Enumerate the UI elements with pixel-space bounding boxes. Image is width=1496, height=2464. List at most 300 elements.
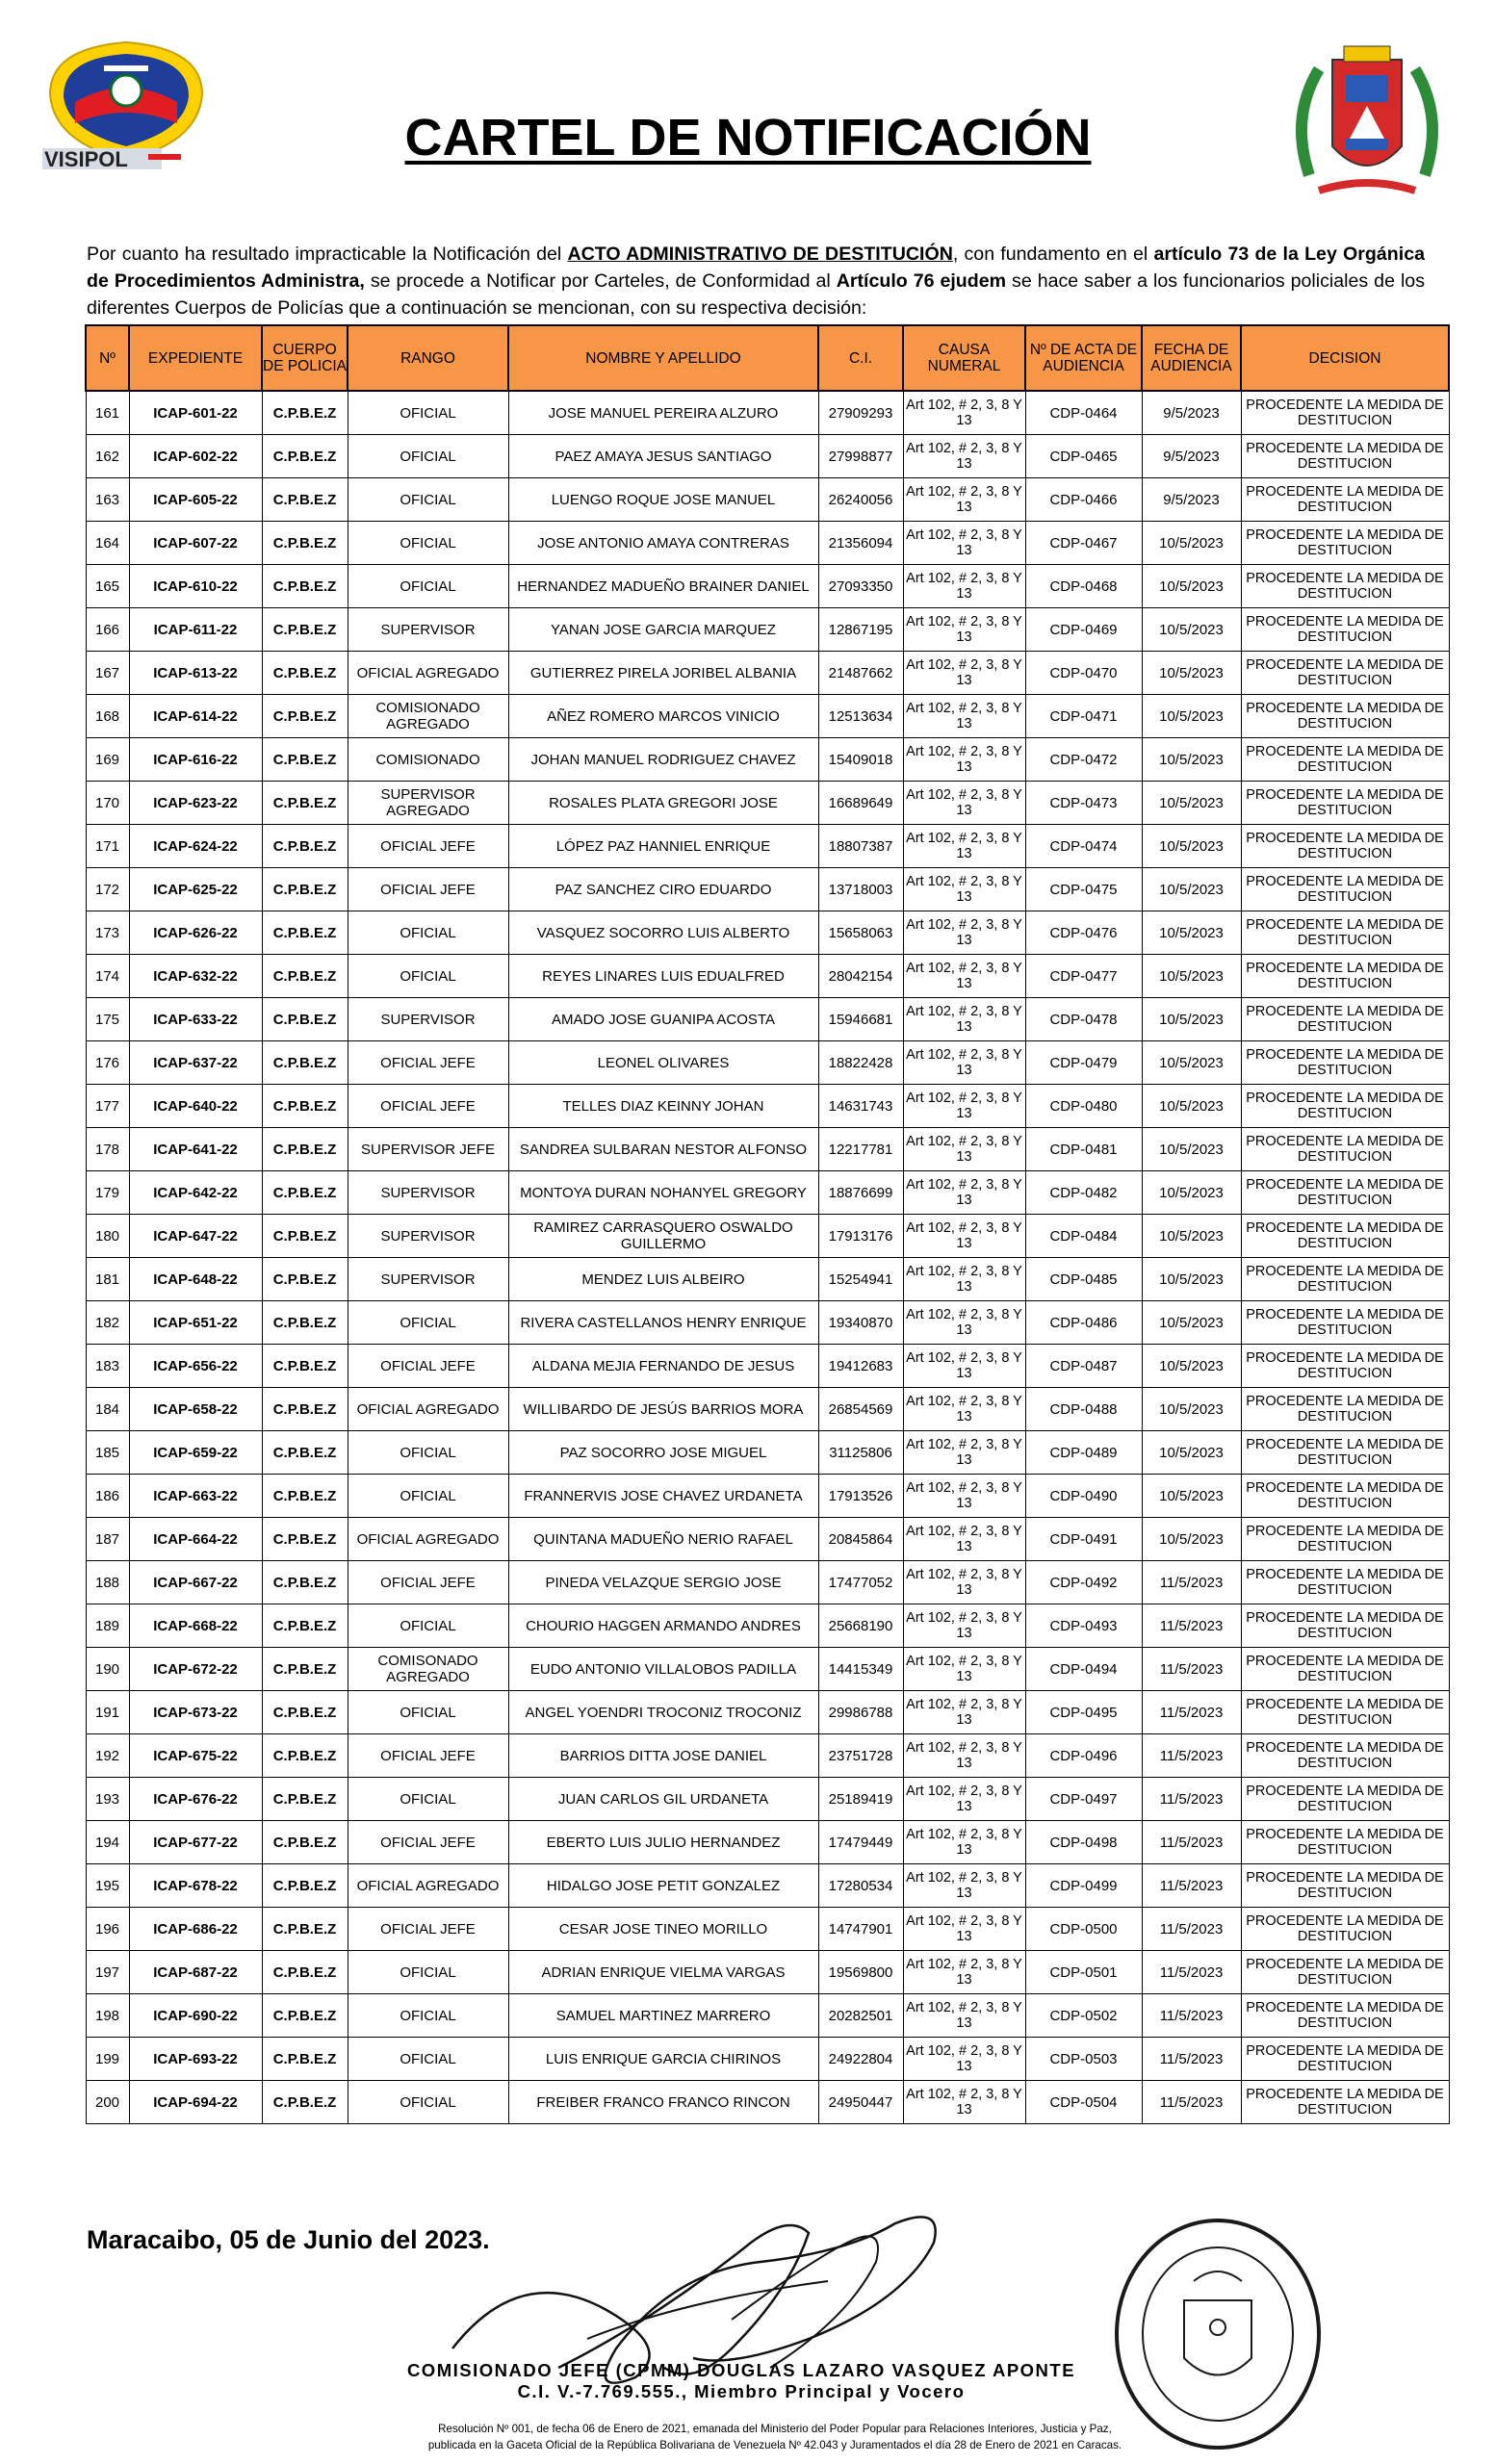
hearing-record-cell: CDP-0469: [1025, 608, 1142, 652]
table-row: [86, 1864, 1449, 1908]
table-row: [86, 1648, 1449, 1691]
hearing-date-cell: 11/5/2023: [1142, 1604, 1241, 1648]
hearing-record-cell: CDP-0493: [1025, 1604, 1142, 1648]
cause-cell: Art 102, # 2, 3, 8 Y 13: [903, 1041, 1025, 1085]
full-name-cell: AÑEZ ROMERO MARCOS VINICIO: [508, 695, 818, 738]
id-number-cell: 12513634: [818, 695, 903, 738]
id-number-cell: 24922804: [818, 2038, 903, 2081]
full-name-cell: AMADO JOSE GUANIPA ACOSTA: [508, 998, 818, 1041]
row-number-cell: 194: [86, 1821, 129, 1864]
cause-cell: Art 102, # 2, 3, 8 Y 13: [903, 998, 1025, 1041]
table-row: [86, 911, 1449, 955]
id-number-cell: 15946681: [818, 998, 903, 1041]
table-row: [86, 652, 1449, 695]
full-name-cell: VASQUEZ SOCORRO LUIS ALBERTO: [508, 911, 818, 955]
hearing-record-cell: CDP-0488: [1025, 1388, 1142, 1431]
file-number-cell: ICAP-602-22: [129, 435, 262, 478]
row-number-cell: 179: [86, 1171, 129, 1215]
police-body-cell: C.P.B.E.Z: [262, 478, 348, 522]
row-number-cell: 181: [86, 1258, 129, 1301]
cause-cell: Art 102, # 2, 3, 8 Y 13: [903, 1215, 1025, 1258]
column-header: DECISION: [1241, 325, 1449, 391]
hearing-record-cell: CDP-0472: [1025, 738, 1142, 782]
id-number-cell: 29986788: [818, 1691, 903, 1734]
id-number-cell: 26240056: [818, 478, 903, 522]
hearing-date-cell: 9/5/2023: [1142, 478, 1241, 522]
cause-cell: Art 102, # 2, 3, 8 Y 13: [903, 1475, 1025, 1518]
file-number-cell: ICAP-633-22: [129, 998, 262, 1041]
row-number-cell: 193: [86, 1778, 129, 1821]
rank-cell: OFICIAL JEFE: [348, 1561, 508, 1604]
cause-cell: Art 102, # 2, 3, 8 Y 13: [903, 391, 1025, 435]
file-number-cell: ICAP-648-22: [129, 1258, 262, 1301]
table-row: [86, 955, 1449, 998]
cause-cell: Art 102, # 2, 3, 8 Y 13: [903, 2081, 1025, 2124]
hearing-record-cell: CDP-0465: [1025, 435, 1142, 478]
decision-cell: PROCEDENTE LA MEDIDA DE DESTITUCION: [1241, 652, 1449, 695]
id-number-cell: 12867195: [818, 608, 903, 652]
file-number-cell: ICAP-637-22: [129, 1041, 262, 1085]
rank-cell: OFICIAL: [348, 1475, 508, 1518]
hearing-date-cell: 10/5/2023: [1142, 1041, 1241, 1085]
row-number-cell: 182: [86, 1301, 129, 1345]
row-number-cell: 167: [86, 652, 129, 695]
decision-cell: PROCEDENTE LA MEDIDA DE DESTITUCION: [1241, 1215, 1449, 1258]
row-number-cell: 191: [86, 1691, 129, 1734]
file-number-cell: ICAP-624-22: [129, 825, 262, 868]
table-row: [86, 1388, 1449, 1431]
decision-cell: PROCEDENTE LA MEDIDA DE DESTITUCION: [1241, 1345, 1449, 1388]
cause-cell: Art 102, # 2, 3, 8 Y 13: [903, 955, 1025, 998]
hearing-record-cell: CDP-0501: [1025, 1951, 1142, 1994]
hearing-date-cell: 10/5/2023: [1142, 782, 1241, 825]
hearing-record-cell: CDP-0494: [1025, 1648, 1142, 1691]
hearing-record-cell: CDP-0486: [1025, 1301, 1142, 1345]
row-number-cell: 170: [86, 782, 129, 825]
row-number-cell: 173: [86, 911, 129, 955]
hearing-record-cell: CDP-0496: [1025, 1734, 1142, 1778]
decision-cell: PROCEDENTE LA MEDIDA DE DESTITUCION: [1241, 825, 1449, 868]
cause-cell: Art 102, # 2, 3, 8 Y 13: [903, 478, 1025, 522]
hearing-date-cell: 10/5/2023: [1142, 1171, 1241, 1215]
police-body-cell: C.P.B.E.Z: [262, 1388, 348, 1431]
hearing-record-cell: CDP-0473: [1025, 782, 1142, 825]
file-number-cell: ICAP-658-22: [129, 1388, 262, 1431]
id-number-cell: 17913176: [818, 1215, 903, 1258]
rank-cell: OFICIAL: [348, 911, 508, 955]
full-name-cell: REYES LINARES LUIS EDUALFRED: [508, 955, 818, 998]
table-row: [86, 1171, 1449, 1215]
file-number-cell: ICAP-693-22: [129, 2038, 262, 2081]
hearing-date-cell: 11/5/2023: [1142, 1561, 1241, 1604]
hearing-date-cell: 10/5/2023: [1142, 955, 1241, 998]
full-name-cell: EUDO ANTONIO VILLALOBOS PADILLA: [508, 1648, 818, 1691]
rank-cell: OFICIAL: [348, 565, 508, 608]
file-number-cell: ICAP-601-22: [129, 391, 262, 435]
file-number-cell: ICAP-694-22: [129, 2081, 262, 2124]
file-number-cell: ICAP-672-22: [129, 1648, 262, 1691]
decision-cell: PROCEDENTE LA MEDIDA DE DESTITUCION: [1241, 391, 1449, 435]
table-row: [86, 391, 1449, 435]
row-number-cell: 161: [86, 391, 129, 435]
decision-cell: PROCEDENTE LA MEDIDA DE DESTITUCION: [1241, 1778, 1449, 1821]
full-name-cell: HERNANDEZ MADUEÑO BRAINER DANIEL: [508, 565, 818, 608]
police-body-cell: C.P.B.E.Z: [262, 391, 348, 435]
police-body-cell: C.P.B.E.Z: [262, 1561, 348, 1604]
id-number-cell: 18807387: [818, 825, 903, 868]
hearing-record-cell: CDP-0503: [1025, 2038, 1142, 2081]
hearing-record-cell: CDP-0480: [1025, 1085, 1142, 1128]
police-body-cell: C.P.B.E.Z: [262, 1778, 348, 1821]
row-number-cell: 164: [86, 522, 129, 565]
cause-cell: Art 102, # 2, 3, 8 Y 13: [903, 1994, 1025, 2038]
cause-cell: Art 102, # 2, 3, 8 Y 13: [903, 1908, 1025, 1951]
full-name-cell: LÓPEZ PAZ HANNIEL ENRIQUE: [508, 825, 818, 868]
cause-cell: Art 102, # 2, 3, 8 Y 13: [903, 1951, 1025, 1994]
full-name-cell: WILLIBARDO DE JESÚS BARRIOS MORA: [508, 1388, 818, 1431]
decision-cell: PROCEDENTE LA MEDIDA DE DESTITUCION: [1241, 1128, 1449, 1171]
id-number-cell: 21356094: [818, 522, 903, 565]
police-body-cell: C.P.B.E.Z: [262, 782, 348, 825]
decision-cell: PROCEDENTE LA MEDIDA DE DESTITUCION: [1241, 911, 1449, 955]
rank-cell: OFICIAL: [348, 1431, 508, 1475]
cause-cell: Art 102, # 2, 3, 8 Y 13: [903, 1864, 1025, 1908]
table-row: [86, 1301, 1449, 1345]
file-number-cell: ICAP-611-22: [129, 608, 262, 652]
cause-cell: Art 102, # 2, 3, 8 Y 13: [903, 825, 1025, 868]
decision-cell: PROCEDENTE LA MEDIDA DE DESTITUCION: [1241, 608, 1449, 652]
cause-cell: Art 102, # 2, 3, 8 Y 13: [903, 1388, 1025, 1431]
hearing-date-cell: 11/5/2023: [1142, 1951, 1241, 1994]
full-name-cell: ANGEL YOENDRI TROCONIZ TROCONIZ: [508, 1691, 818, 1734]
column-header: RANGO: [348, 325, 508, 391]
hearing-record-cell: CDP-0504: [1025, 2081, 1142, 2124]
hearing-record-cell: CDP-0495: [1025, 1691, 1142, 1734]
hearing-date-cell: 11/5/2023: [1142, 1908, 1241, 1951]
full-name-cell: JUAN CARLOS GIL URDANETA: [508, 1778, 818, 1821]
cause-cell: Art 102, # 2, 3, 8 Y 13: [903, 1734, 1025, 1778]
file-number-cell: ICAP-632-22: [129, 955, 262, 998]
column-header: C.I.: [818, 325, 903, 391]
id-number-cell: 12217781: [818, 1128, 903, 1171]
id-number-cell: 16689649: [818, 782, 903, 825]
police-body-cell: C.P.B.E.Z: [262, 1475, 348, 1518]
rank-cell: OFICIAL JEFE: [348, 1085, 508, 1128]
police-body-cell: C.P.B.E.Z: [262, 1041, 348, 1085]
decision-cell: PROCEDENTE LA MEDIDA DE DESTITUCION: [1241, 1171, 1449, 1215]
table-row: [86, 1561, 1449, 1604]
rank-cell: OFICIAL AGREGADO: [348, 652, 508, 695]
cause-cell: Art 102, # 2, 3, 8 Y 13: [903, 782, 1025, 825]
police-body-cell: C.P.B.E.Z: [262, 435, 348, 478]
cause-cell: Art 102, # 2, 3, 8 Y 13: [903, 522, 1025, 565]
table-row: [86, 1604, 1449, 1648]
full-name-cell: YANAN JOSE GARCIA MARQUEZ: [508, 608, 818, 652]
cause-cell: Art 102, # 2, 3, 8 Y 13: [903, 608, 1025, 652]
hearing-date-cell: 11/5/2023: [1142, 1734, 1241, 1778]
table-row: [86, 1734, 1449, 1778]
police-body-cell: C.P.B.E.Z: [262, 1864, 348, 1908]
table-header-row: [86, 325, 1449, 391]
rank-cell: SUPERVISOR: [348, 608, 508, 652]
row-number-cell: 187: [86, 1518, 129, 1561]
full-name-cell: PINEDA VELAZQUE SERGIO JOSE: [508, 1561, 818, 1604]
table-row: [86, 825, 1449, 868]
hearing-date-cell: 10/5/2023: [1142, 1431, 1241, 1475]
hearing-record-cell: CDP-0498: [1025, 1821, 1142, 1864]
id-number-cell: 14631743: [818, 1085, 903, 1128]
table-row: [86, 1518, 1449, 1561]
id-number-cell: 20282501: [818, 1994, 903, 2038]
row-number-cell: 184: [86, 1388, 129, 1431]
file-number-cell: ICAP-625-22: [129, 868, 262, 911]
hearing-date-cell: 10/5/2023: [1142, 1388, 1241, 1431]
full-name-cell: BARRIOS DITTA JOSE DANIEL: [508, 1734, 818, 1778]
table-row: [86, 1085, 1449, 1128]
id-number-cell: 23751728: [818, 1734, 903, 1778]
file-number-cell: ICAP-667-22: [129, 1561, 262, 1604]
id-number-cell: 17913526: [818, 1475, 903, 1518]
footer-note: [327, 2421, 1223, 2453]
row-number-cell: 172: [86, 868, 129, 911]
decision-cell: PROCEDENTE LA MEDIDA DE DESTITUCION: [1241, 955, 1449, 998]
decision-cell: PROCEDENTE LA MEDIDA DE DESTITUCION: [1241, 1604, 1449, 1648]
table-row: [86, 1821, 1449, 1864]
act-name: ACTO ADMINISTRATIVO DE DESTITUCIÓN: [567, 244, 953, 265]
row-number-cell: 178: [86, 1128, 129, 1171]
rank-cell: OFICIAL JEFE: [348, 1908, 508, 1951]
police-body-cell: C.P.B.E.Z: [262, 1215, 348, 1258]
table-row: [86, 565, 1449, 608]
cause-cell: Art 102, # 2, 3, 8 Y 13: [903, 1518, 1025, 1561]
row-number-cell: 180: [86, 1215, 129, 1258]
file-number-cell: ICAP-616-22: [129, 738, 262, 782]
file-number-cell: ICAP-607-22: [129, 522, 262, 565]
intro-text: , con fundamento en el: [952, 244, 1154, 265]
column-header: NOMBRE Y APELLIDO: [508, 325, 818, 391]
row-number-cell: 175: [86, 998, 129, 1041]
police-body-cell: C.P.B.E.Z: [262, 1821, 348, 1864]
cause-cell: Art 102, # 2, 3, 8 Y 13: [903, 695, 1025, 738]
police-body-cell: C.P.B.E.Z: [262, 522, 348, 565]
column-header: FECHA DE AUDIENCIA: [1142, 325, 1241, 391]
hearing-record-cell: CDP-0468: [1025, 565, 1142, 608]
cause-cell: Art 102, # 2, 3, 8 Y 13: [903, 1648, 1025, 1691]
hearing-record-cell: CDP-0466: [1025, 478, 1142, 522]
police-body-cell: C.P.B.E.Z: [262, 1734, 348, 1778]
row-number-cell: 200: [86, 2081, 129, 2124]
footer-line: Resolución Nº 001, de fecha 06 de Enero de 2021, emanada del Ministerio del Poder Popular para Relaciones Interiores, Justicia y Paz,: [438, 2423, 1112, 2435]
police-body-cell: C.P.B.E.Z: [262, 1301, 348, 1345]
rank-cell: OFICIAL JEFE: [348, 1734, 508, 1778]
police-body-cell: C.P.B.E.Z: [262, 695, 348, 738]
row-number-cell: 199: [86, 2038, 129, 2081]
file-number-cell: ICAP-614-22: [129, 695, 262, 738]
hearing-date-cell: 10/5/2023: [1142, 1518, 1241, 1561]
hearing-record-cell: CDP-0478: [1025, 998, 1142, 1041]
intro-paragraph: [87, 241, 1425, 321]
row-number-cell: 198: [86, 1994, 129, 2038]
full-name-cell: MONTOYA DURAN NOHANYEL GREGORY: [508, 1171, 818, 1215]
row-number-cell: 165: [86, 565, 129, 608]
rank-cell: OFICIAL: [348, 1778, 508, 1821]
police-body-cell: C.P.B.E.Z: [262, 868, 348, 911]
file-number-cell: ICAP-676-22: [129, 1778, 262, 1821]
hearing-date-cell: 10/5/2023: [1142, 825, 1241, 868]
decision-cell: PROCEDENTE LA MEDIDA DE DESTITUCION: [1241, 1908, 1449, 1951]
hearing-record-cell: CDP-0470: [1025, 652, 1142, 695]
rank-cell: SUPERVISOR JEFE: [348, 1128, 508, 1171]
rank-cell: SUPERVISOR: [348, 1171, 508, 1215]
row-number-cell: 188: [86, 1561, 129, 1604]
file-number-cell: ICAP-678-22: [129, 1864, 262, 1908]
rank-cell: OFICIAL: [348, 1301, 508, 1345]
hearing-date-cell: 11/5/2023: [1142, 2038, 1241, 2081]
police-body-cell: C.P.B.E.Z: [262, 1345, 348, 1388]
table-row: [86, 1475, 1449, 1518]
id-number-cell: 27998877: [818, 435, 903, 478]
id-number-cell: 25668190: [818, 1604, 903, 1648]
cause-cell: Art 102, # 2, 3, 8 Y 13: [903, 1345, 1025, 1388]
decision-cell: PROCEDENTE LA MEDIDA DE DESTITUCION: [1241, 1041, 1449, 1085]
cause-cell: Art 102, # 2, 3, 8 Y 13: [903, 1691, 1025, 1734]
cause-cell: Art 102, # 2, 3, 8 Y 13: [903, 868, 1025, 911]
decision-cell: PROCEDENTE LA MEDIDA DE DESTITUCION: [1241, 1864, 1449, 1908]
rank-cell: OFICIAL: [348, 2038, 508, 2081]
id-number-cell: 27909293: [818, 391, 903, 435]
hearing-date-cell: 11/5/2023: [1142, 1864, 1241, 1908]
row-number-cell: 189: [86, 1604, 129, 1648]
decision-cell: PROCEDENTE LA MEDIDA DE DESTITUCION: [1241, 2081, 1449, 2124]
hearing-date-cell: 10/5/2023: [1142, 1345, 1241, 1388]
id-number-cell: 17479449: [818, 1821, 903, 1864]
decision-cell: PROCEDENTE LA MEDIDA DE DESTITUCION: [1241, 1518, 1449, 1561]
decision-cell: PROCEDENTE LA MEDIDA DE DESTITUCION: [1241, 435, 1449, 478]
cause-cell: Art 102, # 2, 3, 8 Y 13: [903, 1431, 1025, 1475]
cause-cell: Art 102, # 2, 3, 8 Y 13: [903, 911, 1025, 955]
file-number-cell: ICAP-663-22: [129, 1475, 262, 1518]
hearing-record-cell: CDP-0474: [1025, 825, 1142, 868]
rank-cell: SUPERVISOR: [348, 998, 508, 1041]
footer-line: publicada en la Gaceta Oficial de la República Bolivariana de Venezuela Nº 42.043 y Juramentados el día 28 de Enero de 2021 en Caracas.: [427, 2439, 1122, 2451]
decision-cell: PROCEDENTE LA MEDIDA DE DESTITUCION: [1241, 1258, 1449, 1301]
full-name-cell: RAMIREZ CARRASQUERO OSWALDO GUILLERMO: [508, 1215, 818, 1258]
row-number-cell: 162: [86, 435, 129, 478]
hearing-date-cell: 9/5/2023: [1142, 391, 1241, 435]
id-number-cell: 19412683: [818, 1345, 903, 1388]
cause-cell: Art 102, # 2, 3, 8 Y 13: [903, 1821, 1025, 1864]
rank-cell: OFICIAL: [348, 522, 508, 565]
column-header: Nº DE ACTA DE AUDIENCIA: [1025, 325, 1142, 391]
full-name-cell: CESAR JOSE TINEO MORILLO: [508, 1908, 818, 1951]
hearing-date-cell: 10/5/2023: [1142, 608, 1241, 652]
hearing-date-cell: 10/5/2023: [1142, 522, 1241, 565]
intro-text: Por cuanto ha resultado impracticable la Notificación del: [87, 244, 568, 265]
hearing-date-cell: 11/5/2023: [1142, 1691, 1241, 1734]
table-row: [86, 1951, 1449, 1994]
file-number-cell: ICAP-690-22: [129, 1994, 262, 2038]
cause-cell: Art 102, # 2, 3, 8 Y 13: [903, 565, 1025, 608]
decision-cell: PROCEDENTE LA MEDIDA DE DESTITUCION: [1241, 1085, 1449, 1128]
hearing-date-cell: 11/5/2023: [1142, 1648, 1241, 1691]
rank-cell: OFICIAL: [348, 478, 508, 522]
table-row: [86, 868, 1449, 911]
hearing-date-cell: 10/5/2023: [1142, 911, 1241, 955]
full-name-cell: LEONEL OLIVARES: [508, 1041, 818, 1085]
rank-cell: OFICIAL: [348, 1604, 508, 1648]
id-number-cell: 13718003: [818, 868, 903, 911]
id-number-cell: 14747901: [818, 1908, 903, 1951]
row-number-cell: 196: [86, 1908, 129, 1951]
id-number-cell: 15409018: [818, 738, 903, 782]
table-body: [86, 391, 1449, 2124]
table-row: [86, 998, 1449, 1041]
police-body-cell: C.P.B.E.Z: [262, 565, 348, 608]
decision-cell: PROCEDENTE LA MEDIDA DE DESTITUCION: [1241, 1691, 1449, 1734]
page-title: CARTEL DE NOTIFICACIÓN: [404, 109, 1092, 167]
decision-cell: PROCEDENTE LA MEDIDA DE DESTITUCION: [1241, 1388, 1449, 1431]
hearing-date-cell: 10/5/2023: [1142, 868, 1241, 911]
rank-cell: COMISIONADO: [348, 738, 508, 782]
cause-cell: Art 102, # 2, 3, 8 Y 13: [903, 1085, 1025, 1128]
hearing-record-cell: CDP-0467: [1025, 522, 1142, 565]
logo-text: VISIPOL: [44, 147, 128, 171]
hearing-date-cell: 10/5/2023: [1142, 738, 1241, 782]
rank-cell: OFICIAL: [348, 955, 508, 998]
hearing-date-cell: 10/5/2023: [1142, 1085, 1241, 1128]
hearing-date-cell: 10/5/2023: [1142, 1475, 1241, 1518]
article-reference: Artículo 76 ejudem: [836, 270, 1007, 292]
police-body-cell: C.P.B.E.Z: [262, 1171, 348, 1215]
id-number-cell: 17280534: [818, 1864, 903, 1908]
row-number-cell: 166: [86, 608, 129, 652]
decision-cell: PROCEDENTE LA MEDIDA DE DESTITUCION: [1241, 1475, 1449, 1518]
cause-cell: Art 102, # 2, 3, 8 Y 13: [903, 652, 1025, 695]
rank-cell: SUPERVISOR: [348, 1215, 508, 1258]
cause-cell: Art 102, # 2, 3, 8 Y 13: [903, 738, 1025, 782]
police-body-cell: C.P.B.E.Z: [262, 2081, 348, 2124]
hearing-record-cell: CDP-0477: [1025, 955, 1142, 998]
row-number-cell: 183: [86, 1345, 129, 1388]
table-row: [86, 522, 1449, 565]
decision-cell: PROCEDENTE LA MEDIDA DE DESTITUCION: [1241, 1821, 1449, 1864]
hearing-date-cell: 10/5/2023: [1142, 565, 1241, 608]
row-number-cell: 163: [86, 478, 129, 522]
rank-cell: OFICIAL JEFE: [348, 1345, 508, 1388]
table-row: [86, 1778, 1449, 1821]
file-number-cell: ICAP-613-22: [129, 652, 262, 695]
column-header: CAUSA NUMERAL: [903, 325, 1025, 391]
rank-cell: OFICIAL: [348, 435, 508, 478]
table-row: [86, 1994, 1449, 2038]
file-number-cell: ICAP-647-22: [129, 1215, 262, 1258]
police-body-cell: C.P.B.E.Z: [262, 1994, 348, 2038]
police-body-cell: C.P.B.E.Z: [262, 1518, 348, 1561]
hearing-record-cell: CDP-0482: [1025, 1171, 1142, 1215]
file-number-cell: ICAP-664-22: [129, 1518, 262, 1561]
file-number-cell: ICAP-640-22: [129, 1085, 262, 1128]
hearing-record-cell: CDP-0475: [1025, 868, 1142, 911]
table-row: [86, 2038, 1449, 2081]
decision-cell: PROCEDENTE LA MEDIDA DE DESTITUCION: [1241, 1561, 1449, 1604]
decision-cell: PROCEDENTE LA MEDIDA DE DESTITUCION: [1241, 1648, 1449, 1691]
row-number-cell: 192: [86, 1734, 129, 1778]
row-number-cell: 168: [86, 695, 129, 738]
id-number-cell: 15658063: [818, 911, 903, 955]
row-number-cell: 171: [86, 825, 129, 868]
column-header: Nº: [86, 325, 129, 391]
cause-cell: Art 102, # 2, 3, 8 Y 13: [903, 1258, 1025, 1301]
